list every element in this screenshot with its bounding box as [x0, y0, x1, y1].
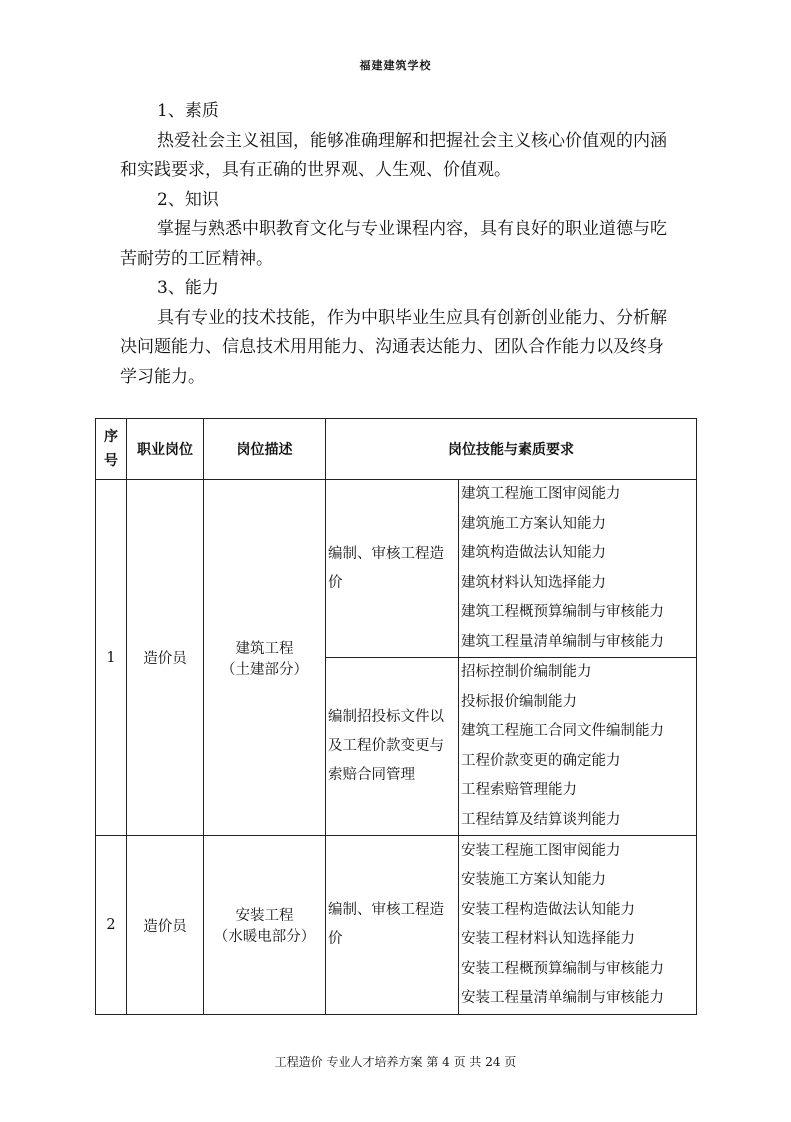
skill-item: 建筑工程量清单编制与审核能力: [461, 633, 664, 650]
skill-item: 建筑工程施工合同文件编制能力: [461, 723, 664, 739]
description-line: 建筑工程: [235, 640, 294, 657]
row-seq: 2: [96, 836, 127, 1015]
header-skills: 岗位技能与素质要求: [326, 419, 697, 480]
task-cell: 编制、审核工程造价: [326, 836, 459, 1015]
skill-item: 安装工程施工图审阅能力: [461, 842, 621, 859]
row-position: 造价员: [127, 480, 204, 836]
header-description: 岗位描述: [204, 419, 326, 480]
row-description: [204, 480, 326, 836]
row-seq: 1: [96, 480, 127, 836]
task-cell: 编制、审核工程造价: [326, 480, 459, 658]
description-line: （水暖电部分）: [213, 929, 316, 945]
skill-item: 工程结算及结算谈判能力: [461, 811, 621, 828]
section-text-quality: 热爱社会主义祖国，能够准确理解和把握社会主义核心价值观的内涵和实践要求，具有正确的世界观、人生观、价值观。: [120, 130, 667, 180]
skill-item: 安装工程构造做法认知能力: [461, 901, 635, 918]
skills-cell: [459, 480, 697, 658]
task-cell: 编制招投标文件以及工程价款变更与索赔合同管理: [326, 658, 459, 836]
skill-item: 安装工程量清单编制与审核能力: [461, 990, 664, 1006]
skill-item: 安装施工方案认知能力: [461, 872, 606, 888]
skill-item: 投标报价编制能力: [461, 693, 577, 710]
skill-item: 工程价款变更的确定能力: [461, 752, 621, 769]
skill-item: 建筑材料认知选择能力: [461, 574, 606, 591]
description-line: 安装工程: [235, 908, 294, 924]
job-requirements-table: [95, 418, 697, 1015]
skill-item: 安装工程材料认知选择能力: [461, 931, 635, 947]
table-row: [96, 836, 697, 1015]
skill-item: 安装工程概预算编制与审核能力: [461, 960, 664, 977]
skill-item: 招标控制价编制能力: [461, 664, 592, 680]
skills-cell: [459, 836, 697, 1015]
header-seq: [96, 419, 127, 480]
table-row: [96, 480, 697, 658]
section-text-ability: 具有专业的技术技能，作为中职毕业生应具有创新创业能力、分析解决问题能力、信息技术用用能力、沟通表达能力、团队合作能力以及终身学习能力。: [120, 307, 667, 387]
skill-item: 建筑构造做法认知能力: [461, 545, 606, 561]
skill-item: 建筑工程施工图审阅能力: [461, 486, 621, 502]
qualification-text: [120, 97, 680, 392]
section-heading-knowledge: 2、知识: [157, 189, 219, 210]
school-header: 福建建筑学校: [359, 59, 432, 72]
header-position: 职业岗位: [127, 419, 204, 480]
row-position: 造价员: [127, 836, 204, 1015]
skill-item: 工程索赔管理能力: [461, 782, 577, 798]
description-line: （土建部分）: [221, 661, 308, 678]
header-seq-line2: 号: [104, 453, 118, 469]
section-heading-ability: 3、能力: [157, 278, 219, 298]
row-description: [204, 836, 326, 1015]
header-seq-line1: 序: [104, 429, 118, 445]
skill-item: 建筑工程概预算编制与审核能力: [461, 604, 664, 620]
skill-item: 建筑施工方案认知能力: [461, 515, 606, 532]
page-footer: 工程造价 专业人才培养方案 第 4 页 共 24 页: [274, 1055, 517, 1069]
table-header-row: [96, 419, 697, 480]
skills-cell: [459, 658, 697, 836]
section-text-knowledge: 掌握与熟悉中职教育文化与专业课程内容，具有良好的职业道德与吃苦耐劳的工匠精神。: [120, 219, 667, 269]
section-heading-quality: 1、素质: [157, 101, 219, 121]
